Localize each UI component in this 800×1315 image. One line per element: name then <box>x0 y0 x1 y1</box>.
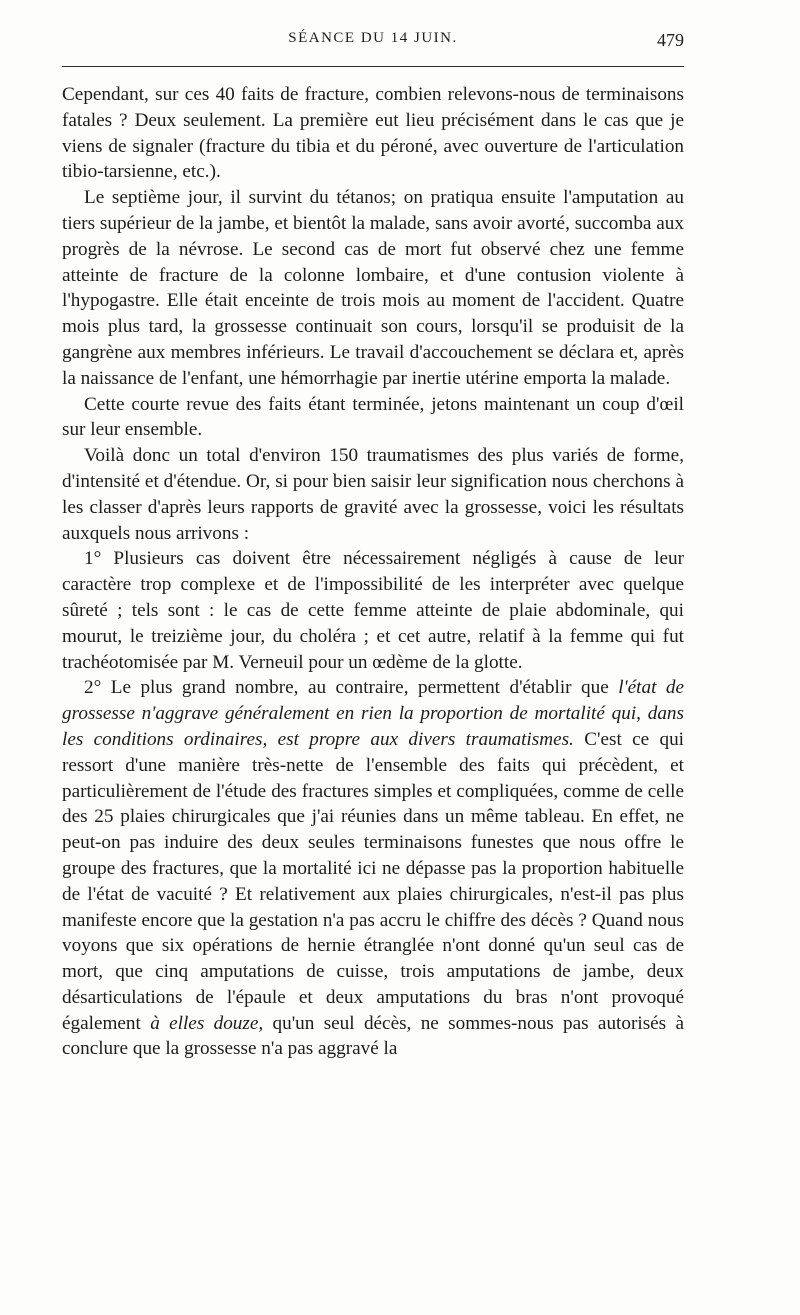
paragraph-4: Voilà donc un total d'environ 150 traumatismes des plus variés de forme, d'intensité et d'étendue. Or, si pour bien saisir leur signification nous cherchons à les classer d'après leurs rapports de gravité avec la grossesse, voici les résultats auxquels nous arrivons : <box>62 445 684 544</box>
running-title: SÉANCE DU 14 JUIN. <box>288 30 458 46</box>
paragraph-6-tail: qu'un seul décès, ne sommes-nous pas autorisés à conclure que la grossesse n'a pas aggravé la <box>62 1012 684 1060</box>
paragraph-6-emphasis-2: à elles douze, <box>150 1012 264 1034</box>
paragraph-6-emphasis: l'état de grossesse n'aggrave généralement en rien la proportion de mortalité qui, dans les conditions ordinaires, est propre aux divers traumatismes. <box>62 677 685 750</box>
paragraph-3: Cette courte revue des faits étant terminée, jetons maintenant un coup d'œil sur leur ensemble. <box>62 393 684 441</box>
paragraph-5: 1° Plusieurs cas doivent être nécessairement négligés à cause de leur caractère trop complexe et de l'impossibilité de les interpréter avec quelque sûreté ; tels sont : le cas de cette femme atteinte de plaie abdominale, qui mourut, le treizième jour, du choléra ; et cet autre, relatif à la femme qui fut trachéotomisée par M. Verneuil pour un œdème de la glotte. <box>62 548 684 673</box>
running-head <box>62 30 684 54</box>
paragraph-1: Cependant, sur ces 40 faits de fracture, combien relevons-nous de terminaisons fatales ? Deux seulement. La première eut lieu précisément dans le cas que je viens de signaler (fracture du tibia et du péroné, avec ouverture de l'articulation tibio-tarsienne, etc.). <box>62 84 684 183</box>
paragraph-6-body: C'est ce qui ressort d'une manière très-nette de l'ensemble des faits qui précèdent, et particulièrement de l'étude des fractures simples et compliquées, comme de celle des 25 plaies chirurgicales que j'ai réunies dans un même tableau. En effet, ne peut-on pas induire des deux seules terminaisons funestes que nous offre le groupe des fractures, que la mortalité ici ne dépasse pas la proportion habituelle de l'état de vacuité ? Et relativement aux plaies chirurgicales, n'est-il pas plus manifeste encore que la gestation n'a pas accru le chiffre des décès ? Quand nous voyons que six opérations de hernie étranglée n'ont donné qu'un seul cas de mort, que cinq amputations de cuisse, trois amputations de jambe, deux désarticulations de l'épaule et deux amputations du bras n'ont provoqué également <box>62 728 684 1034</box>
paragraph-6 <box>62 675 684 1062</box>
body-text <box>62 82 684 1062</box>
paragraph-2: Le septième jour, il survint du tétanos; on pratiqua ensuite l'amputation au tiers supérieur de la jambe, et bientôt la malade, sans avoir avorté, succomba aux progrès de la névrose. Le second cas de mort fut observé chez une femme atteinte de fracture de la colonne lombaire, et d'une contusion violente à l'hypogastre. Elle était enceinte de trois mois au moment de l'accident. Quatre mois plus tard, la grossesse continuait son cours, lorsqu'il se produisit de la gangrène aux membres inférieurs. Le travail d'accouchement se déclara et, après la naissance de l'enfant, une hémorrhagie par inertie utérine emporta la malade. <box>62 187 684 389</box>
paragraph-6-lead: 2° Le plus grand nombre, au contraire, permettent d'établir que <box>84 677 609 699</box>
header-rule <box>62 66 684 67</box>
page-number: 479 <box>657 30 684 50</box>
